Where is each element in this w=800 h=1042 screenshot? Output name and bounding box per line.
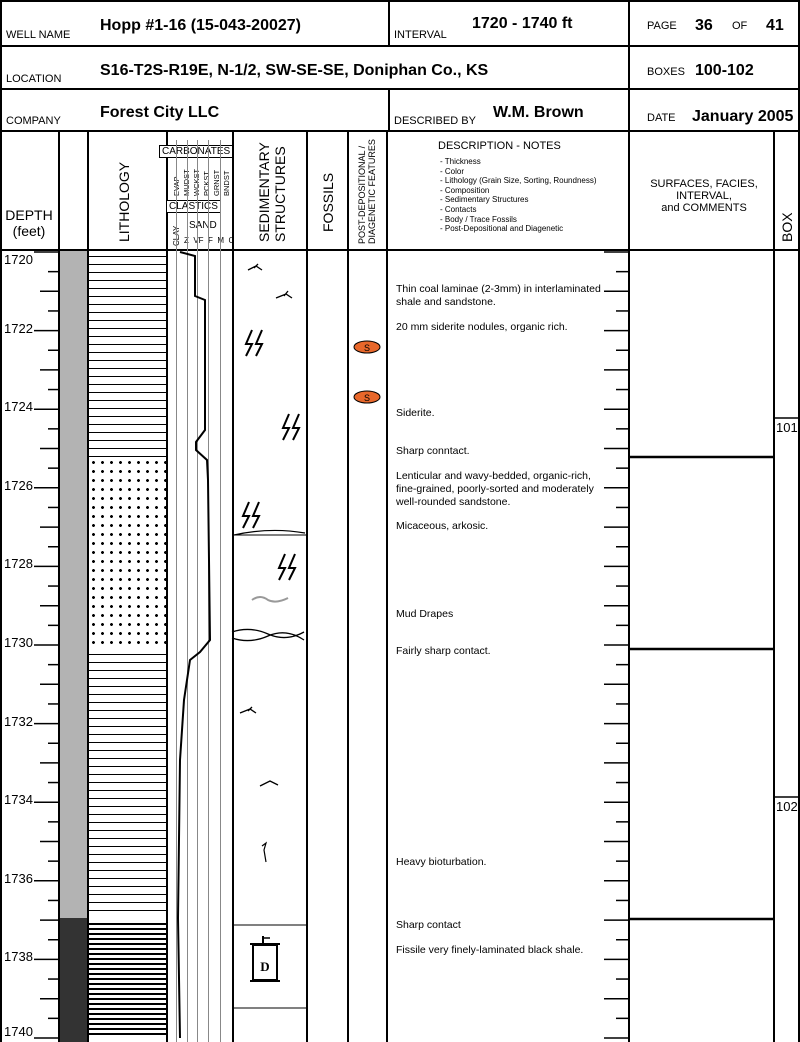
depth-unit: (feet) xyxy=(12,223,46,239)
coal-fragment-icon xyxy=(260,781,278,786)
of-label: OF xyxy=(732,20,748,32)
sed-structures-header-1: SEDIMENTARY xyxy=(256,142,272,242)
note: Fissile very finely-laminated black shale. xyxy=(396,944,584,956)
location-value: S16-T2S-R19E, N-1/2, SW-SE-SE, Doniphan Co., KS xyxy=(100,62,489,79)
fossils-header: FOSSILS xyxy=(320,172,336,232)
clastics-header: CLASTICS xyxy=(166,200,221,213)
mud-drape-icon xyxy=(252,597,288,602)
depth-label: 1722 xyxy=(4,320,33,336)
carbonates-header: CARBONATES xyxy=(159,145,233,158)
lithology-header: LITHOLOGY xyxy=(116,161,132,242)
boxes-label: BOXES xyxy=(647,66,685,78)
described-value: W.M. Brown xyxy=(493,104,584,121)
depth-title: DEPTH xyxy=(5,207,53,223)
well-name: Hopp #1-16 (15-043-20027) xyxy=(100,17,301,34)
location-label: LOCATION xyxy=(6,73,62,85)
sand-scale: Z VF F M C xyxy=(184,236,235,245)
depth-label: 1740 xyxy=(4,1024,33,1039)
note: Sharp contact xyxy=(396,919,461,931)
well-name-label: WELL NAME xyxy=(6,29,71,41)
company-label: COMPANY xyxy=(6,115,61,127)
depth-label: 1726 xyxy=(4,477,33,493)
grain-size-curve xyxy=(178,252,210,1038)
note: Mud Drapes xyxy=(396,608,454,620)
siderite-label: S xyxy=(363,343,371,353)
coal-fragment-icon xyxy=(240,707,256,713)
note: 20 mm siderite nodules, organic rich. xyxy=(396,321,568,333)
page-total: 41 xyxy=(766,17,784,34)
company-value: Forest City LLC xyxy=(100,104,220,121)
surfaces-line: and COMMENTS xyxy=(661,202,747,214)
depth-label: 1720 xyxy=(4,252,33,267)
depth-label: 1734 xyxy=(4,792,33,808)
description-item: - Contacts xyxy=(440,204,477,214)
note: Micaceous, arkosic. xyxy=(396,520,489,532)
carbonate-item: PCKST xyxy=(202,170,211,196)
coal-fragment-icon xyxy=(276,291,292,298)
description-item: - Thickness xyxy=(440,157,481,166)
date-value: January 2005 xyxy=(692,108,794,125)
description-item: - Color xyxy=(440,166,465,176)
sand-header: SAND xyxy=(189,220,217,231)
ripple-lamination-icon xyxy=(283,414,299,440)
description-item: - Body / Trace Fossils xyxy=(440,214,517,224)
description-item: - Lithology (Grain Size, Sorting, Roundness) xyxy=(440,176,597,186)
ripple-lamination-icon xyxy=(246,330,262,356)
depth-label: 1732 xyxy=(4,713,33,729)
siderite-label: S xyxy=(363,393,371,403)
carbonate-item: GRNST xyxy=(212,169,221,196)
ripple-lamination-icon xyxy=(243,502,259,528)
note: Heavy bioturbation. xyxy=(396,856,487,868)
box-header: BOX xyxy=(779,212,795,242)
description-title: DESCRIPTION - NOTES xyxy=(438,140,561,152)
page-label: PAGE xyxy=(647,20,677,32)
svg-text:D: D xyxy=(260,959,270,974)
post-dep-header-1: POST-DEPOSITIONAL / xyxy=(357,145,367,244)
depth-label: 1736 xyxy=(4,870,33,886)
description-item: - Composition xyxy=(440,185,490,195)
description-item: - Sedimentary Structures xyxy=(440,195,529,205)
described-label: DESCRIBED BY xyxy=(394,115,476,127)
carbonate-item: EVAP xyxy=(172,176,181,196)
note: Thin coal laminae (2-3mm) in interlaminated shale and sandstone. xyxy=(396,283,601,308)
description-item: - Post-Depositional and Diagenetic xyxy=(440,224,564,234)
date-label: DATE xyxy=(647,112,676,124)
carbonate-item: MUDST xyxy=(182,169,191,196)
note: Sharp conntact. xyxy=(396,445,470,457)
interval-label: INTERVAL xyxy=(394,29,447,41)
page-number: 36 xyxy=(695,17,713,34)
depth-label: 1724 xyxy=(4,399,33,415)
depth-label: 1728 xyxy=(4,556,33,572)
fissility-icon xyxy=(250,936,280,981)
surfaces-line: SURFACES, FACIES, xyxy=(650,178,758,190)
box-label: 101 xyxy=(776,420,798,435)
note: Fairly sharp contact. xyxy=(396,645,491,657)
depth-label: 1730 xyxy=(4,635,33,650)
box-label: 102 xyxy=(776,799,798,814)
post-dep-header-2: DIAGENETIC FEATURES xyxy=(367,139,377,244)
sed-structures-header-2: STRUCTURES xyxy=(272,146,288,242)
interval-value: 1720 - 1740 ft xyxy=(472,15,573,32)
carbonate-item: WCKST xyxy=(192,168,201,196)
carbonate-item: BNDST xyxy=(222,170,231,196)
surfaces-line: INTERVAL, xyxy=(676,190,732,202)
burrow-icon xyxy=(262,843,266,862)
ripple-lamination-icon xyxy=(279,554,295,580)
note: Lenticular and wavy-bedded, organic-rich, fine-grained, poorly-sorted and moderately well-rounded sandstone. xyxy=(396,470,594,508)
wavy-bedding-icon xyxy=(234,530,305,535)
note: Siderite. xyxy=(396,407,435,419)
depth-label: 1738 xyxy=(4,949,33,965)
clay-header: CLAY xyxy=(172,225,181,246)
coal-fragment-icon xyxy=(248,264,262,270)
boxes-value: 100-102 xyxy=(695,62,754,79)
